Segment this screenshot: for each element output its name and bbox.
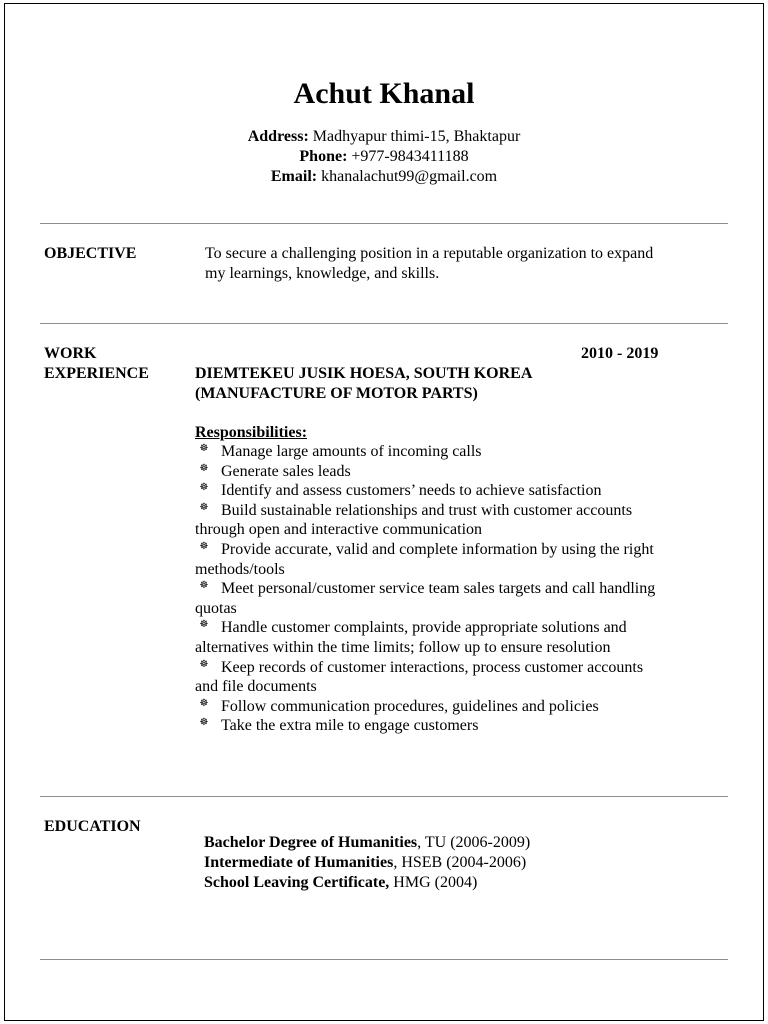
bullet-icon: ☸ (199, 501, 209, 513)
email-value: khanalachut99@gmail.com (317, 168, 498, 185)
responsibility-item (195, 716, 665, 736)
responsibility-item (195, 618, 665, 657)
address-line (0, 127, 768, 147)
section-divider (40, 223, 728, 224)
objective-label: OBJECTIVE (44, 245, 137, 262)
responsibility-item (195, 658, 665, 697)
education-degree: School Leaving Certificate, (204, 874, 390, 891)
responsibility-text: Identify and assess customers’ needs to achieve satisfaction (221, 482, 602, 500)
address-value: Madhyapur thimi-15, Bhaktapur (308, 128, 521, 145)
resume-name: Achut Khanal (293, 77, 475, 110)
bullet-icon: ☸ (199, 580, 209, 592)
responsibility-text: Follow communication procedures, guidelines and policies (221, 697, 599, 715)
education-degree: Intermediate of Humanities (204, 854, 394, 871)
education-detail: , TU (2006-2009) (417, 834, 531, 851)
email-label: Email: (270, 168, 318, 185)
phone-line (0, 147, 768, 167)
education-list (204, 833, 664, 893)
education-degree: Bachelor Degree of Humanities (204, 834, 418, 851)
responsibilities-heading: Responsibilities: (195, 424, 308, 441)
education-detail: , HSEB (2004-2006) (393, 854, 527, 871)
responsibility-item (195, 481, 665, 501)
work-label (44, 344, 149, 384)
responsibility-text: Build sustainable relationships and trust with customer accounts through open and interactive communication (195, 501, 633, 539)
responsibility-item (195, 442, 665, 462)
company-name (195, 364, 675, 404)
responsibility-item (195, 579, 665, 618)
bullet-icon: ☸ (199, 462, 209, 474)
work-label-line2: EXPERIENCE (44, 365, 149, 382)
responsibility-text: Meet personal/customer service team sales targets and call handling quotas (195, 580, 656, 617)
contact-block (0, 127, 768, 187)
phone-label: Phone: (299, 148, 348, 165)
section-divider (40, 796, 728, 797)
section-divider (40, 323, 728, 324)
responsibility-text: Take the extra mile to engage customers (221, 717, 479, 735)
bullet-icon: ☸ (199, 443, 209, 454)
responsibility-text: Generate sales leads (221, 462, 351, 480)
responsibility-text: Keep records of customer interactions, process customer accounts and file documents (195, 658, 644, 696)
responsibility-text: Handle customer complaints, provide appropriate solutions and alternatives within the time limits; follow up to ensure resolution (195, 619, 627, 656)
education-label: EDUCATION (44, 818, 141, 835)
responsibility-item (195, 501, 665, 540)
address-label: Address: (247, 128, 309, 145)
phone-value: +977-9843411188 (347, 148, 469, 165)
responsibilities-list (195, 442, 665, 736)
education-item (204, 853, 664, 873)
responsibility-item (195, 540, 665, 579)
education-item (204, 873, 664, 893)
education-item (204, 833, 664, 853)
email-line (0, 167, 768, 187)
bullet-icon: ☸ (199, 658, 209, 670)
company-line1: DIEMTEKEU JUSIK HOESA, SOUTH KOREA (195, 365, 533, 382)
objective-text: To secure a challenging position in a reputable organization to expand my learnings, knowledge, and skills. (205, 245, 654, 282)
section-divider (40, 959, 728, 960)
bullet-icon: ☸ (199, 619, 209, 631)
responsibility-text: Manage large amounts of incoming calls (221, 443, 482, 460)
work-label-line1: WORK (44, 345, 97, 362)
responsibility-item (195, 462, 665, 482)
work-dates: 2010 - 2019 (581, 345, 659, 362)
education-detail: HMG (2004) (389, 874, 478, 891)
bullet-icon: ☸ (199, 717, 209, 729)
responsibility-text: Provide accurate, valid and complete information by using the right methods/tools (195, 540, 654, 578)
responsibility-item (195, 697, 665, 717)
company-line2: (MANUFACTURE OF MOTOR PARTS) (195, 385, 478, 402)
bullet-icon: ☸ (199, 540, 209, 552)
bullet-icon: ☸ (199, 482, 209, 494)
bullet-icon: ☸ (199, 697, 209, 709)
